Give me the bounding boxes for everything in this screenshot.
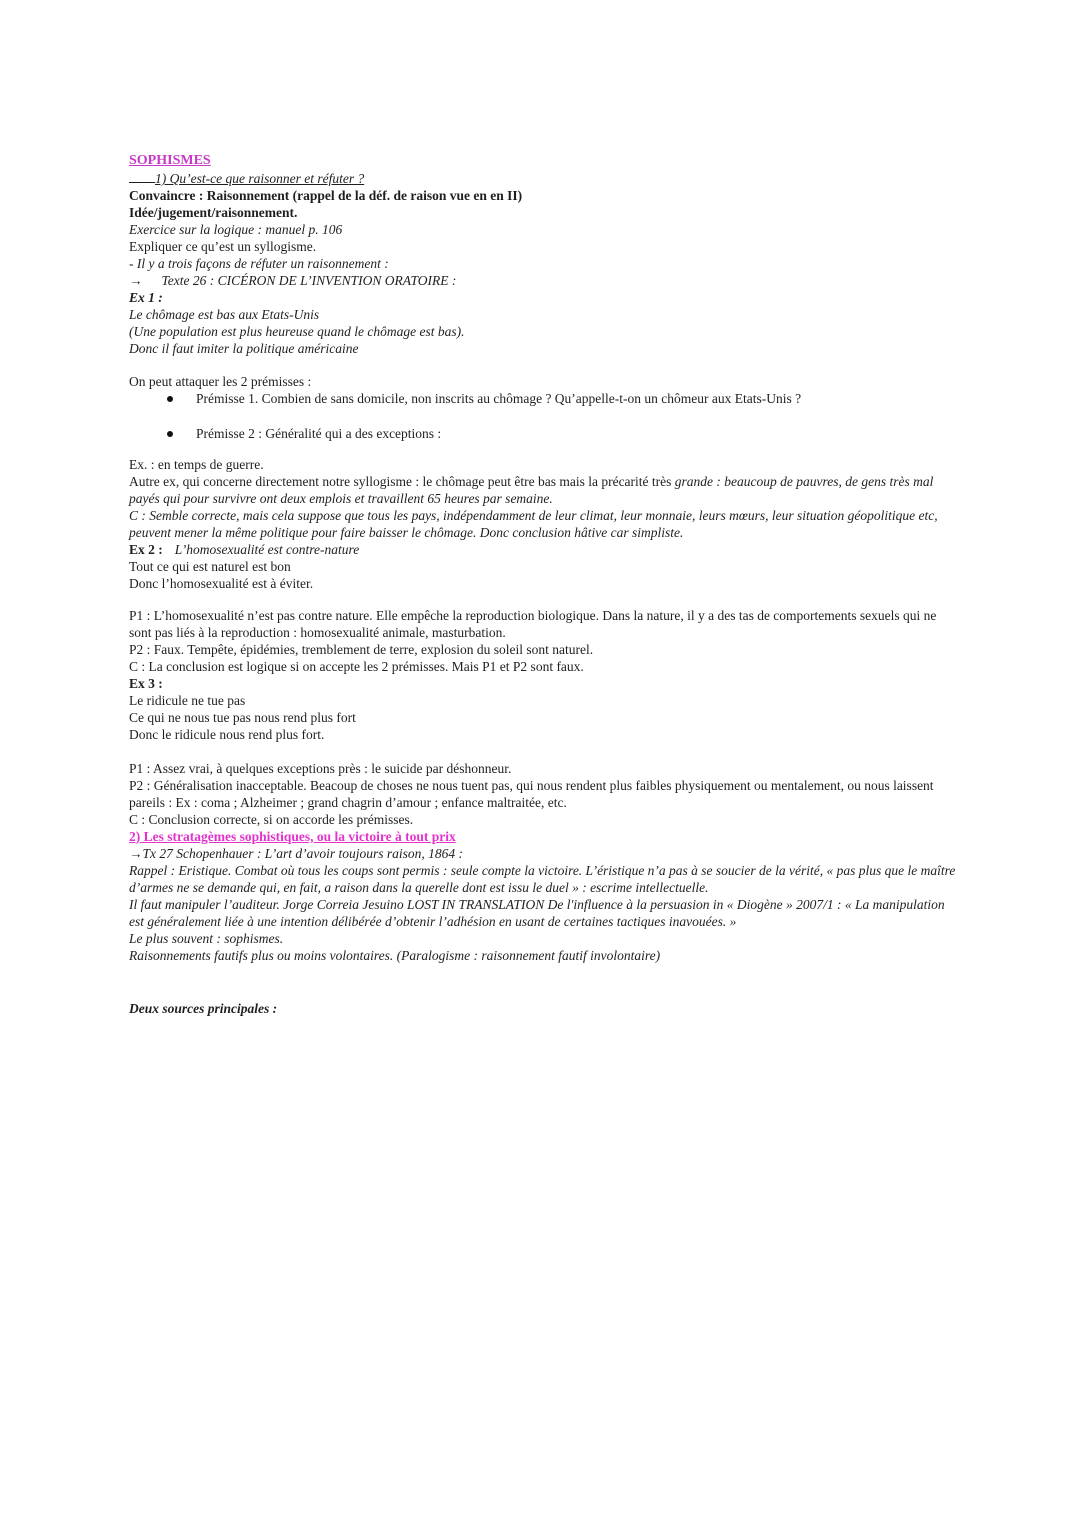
paragraph-convaincre: Convaincre : Raisonnement (rappel de la déf. de raison vue en en II) bbox=[129, 187, 523, 203]
document-title: SOPHISMES bbox=[129, 153, 211, 168]
paragraph-manipuler: Il faut manipuler l’auditeur. Jorge Correia Jesuino LOST IN TRANSLATION De l'influence à la persuasion in « Diogène » 2007/1 : « La manipulation est généralement liée à une intention délibérée d’obtenir l’adhésion en usant de certaines tactiques inavouées. » bbox=[129, 896, 945, 929]
bullet-icon bbox=[167, 431, 173, 437]
list-item-premisse2 bbox=[129, 425, 956, 442]
sophismes-note-block bbox=[129, 930, 956, 964]
right-arrow-icon: → bbox=[129, 272, 143, 288]
paragraph-texte26 bbox=[129, 272, 956, 289]
autre-ex-lead: Autre ex, qui concerne directement notre syllogisme : le chômage peut être bas mais la précarité très bbox=[129, 473, 675, 489]
paragraph-ex2-p2: P2 : Faux. Tempête, épidémies, tremblement de terre, explosion du soleil sont naturel. bbox=[129, 641, 594, 657]
ex1-ligne2: (Une population est plus heureuse quand le chômage est bas). bbox=[129, 323, 465, 339]
ex3-label: Ex 3 : bbox=[129, 675, 163, 691]
ex3-ligne3: Donc le ridicule nous rend plus fort. bbox=[129, 726, 325, 742]
paragraph-autre-ex bbox=[129, 473, 956, 507]
paragraph-rappel: Rappel : Eristique. Combat où tous les coups sont permis : seule compte la victoire. L’éristique n’a pas à se soucier de la vérité, « pas plus que le maître d’armes ne se demande qui, en fait, a raison dans la querelle dont est issu le duel » : escrime intellectuelle. bbox=[129, 862, 956, 895]
section1-heading-text: 1) Qu’est-ce que raisonner et réfuter ? bbox=[155, 170, 365, 186]
paragraph-idee: Idée/jugement/raisonnement. bbox=[129, 204, 298, 220]
paragraph-deux-sources: Deux sources principales : bbox=[129, 1000, 278, 1016]
paragraph-ex3-p1: P1 : Assez vrai, à quelques exceptions près : le suicide par déshonneur. bbox=[129, 760, 512, 776]
section2-heading: 2) Les stratagèmes sophistiques, ou la victoire à tout prix bbox=[129, 828, 456, 844]
section1-heading bbox=[129, 169, 956, 187]
underline-lead bbox=[129, 169, 155, 183]
paragraph-ex2-c: C : La conclusion est logique si on accepte les 2 prémisses. Mais P1 et P2 sont faux. bbox=[129, 658, 584, 674]
paragraph-attaquer: On peut attaquer les 2 prémisses : bbox=[129, 373, 312, 389]
autre-ex-emphase: grande : beaucoup de pauvres, de gens très mal payés qui pour survivre ont deux emplois et travaillent 65 heures par semaine. bbox=[129, 473, 934, 506]
ex2-ligne1 bbox=[129, 541, 956, 558]
premisse1-text: Prémisse 1. Combien de sans domicile, non inscrits au chômage ? Qu’appelle-t-on un chômeur aux Etats-Unis ? bbox=[196, 390, 802, 406]
paragraph-paralogisme: Raisonnements fautifs plus ou moins volontaires. (Paralogisme : raisonnement fautif involontaire) bbox=[129, 947, 661, 963]
paragraph-ex2-p1: P1 : L’homosexualité n’est pas contre nature. Elle empêche la reproduction biologique. Dans la nature, il y a des tas de comportements sexuels qui ne sont pas liés à la reproduction : homosexualité animale, masturbation. bbox=[129, 607, 937, 640]
exemple-2-block bbox=[129, 541, 956, 592]
ex3-ligne1: Le ridicule ne tue pas bbox=[129, 692, 246, 708]
paragraph-trois-facons: - Il y a trois façons de réfuter un raisonnement : bbox=[129, 255, 389, 271]
paragraph-exercice: Exercice sur la logique : manuel p. 106 bbox=[129, 221, 343, 237]
exemple-1-block bbox=[129, 289, 956, 357]
paragraph-ex-guerre: Ex. : en temps de guerre. bbox=[129, 456, 264, 472]
ex2-ligne3: Donc l’homosexualité est à éviter. bbox=[129, 575, 314, 591]
bullet-icon bbox=[167, 396, 173, 402]
ex2-label: Ex 2 : bbox=[129, 541, 163, 557]
ex3-ligne2: Ce qui ne nous tue pas nous rend plus fort bbox=[129, 709, 356, 725]
premisse2-text: Prémisse 2 : Généralité qui a des exceptions : bbox=[196, 425, 442, 441]
paragraph-tx27: →Tx 27 Schopenhauer : L’art d’avoir toujours raison, 1864 : bbox=[129, 845, 463, 861]
paragraph-c1: C : Semble correcte, mais cela suppose que tous les pays, indépendamment de leur climat, leur monnaie, leurs mœurs, leur situation géopolitique etc, peuvent mener la même politique pour faire baisser le chômage. Donc conclusion hâtive car simpliste. bbox=[129, 507, 938, 540]
ex1-ligne3: Donc il faut imiter la politique américaine bbox=[129, 340, 359, 356]
list-item-premisse1 bbox=[129, 390, 956, 407]
paragraph-ex3-c: C : Conclusion correcte, si on accorde les prémisses. bbox=[129, 811, 414, 827]
texte26-text: Texte 26 : CICÉRON DE L’INVENTION ORATOIRE : bbox=[161, 272, 457, 288]
ex1-ligne1: Le chômage est bas aux Etats-Unis bbox=[129, 306, 320, 322]
paragraph-ex3-p2: P2 : Généralisation inacceptable. Beacoup de choses ne nous tuent pas, qui nous rendent plus faibles physiquement ou mentalement, ou nous laissent pareils : Ex : coma ; Alzheimer ; grand chagrin d’amour ; enfance maltraitée, etc. bbox=[129, 777, 934, 810]
ex1-label: Ex 1 : bbox=[129, 289, 163, 305]
exemple-3-block bbox=[129, 675, 956, 743]
paragraph-expliquer: Expliquer ce qu’est un syllogisme. bbox=[129, 238, 317, 254]
ex2-ligne2: Tout ce qui est naturel est bon bbox=[129, 558, 291, 574]
paragraph-souvent: Le plus souvent : sophismes. bbox=[129, 930, 284, 946]
ex2-premisse1: L’homosexualité est contre-nature bbox=[174, 541, 360, 557]
